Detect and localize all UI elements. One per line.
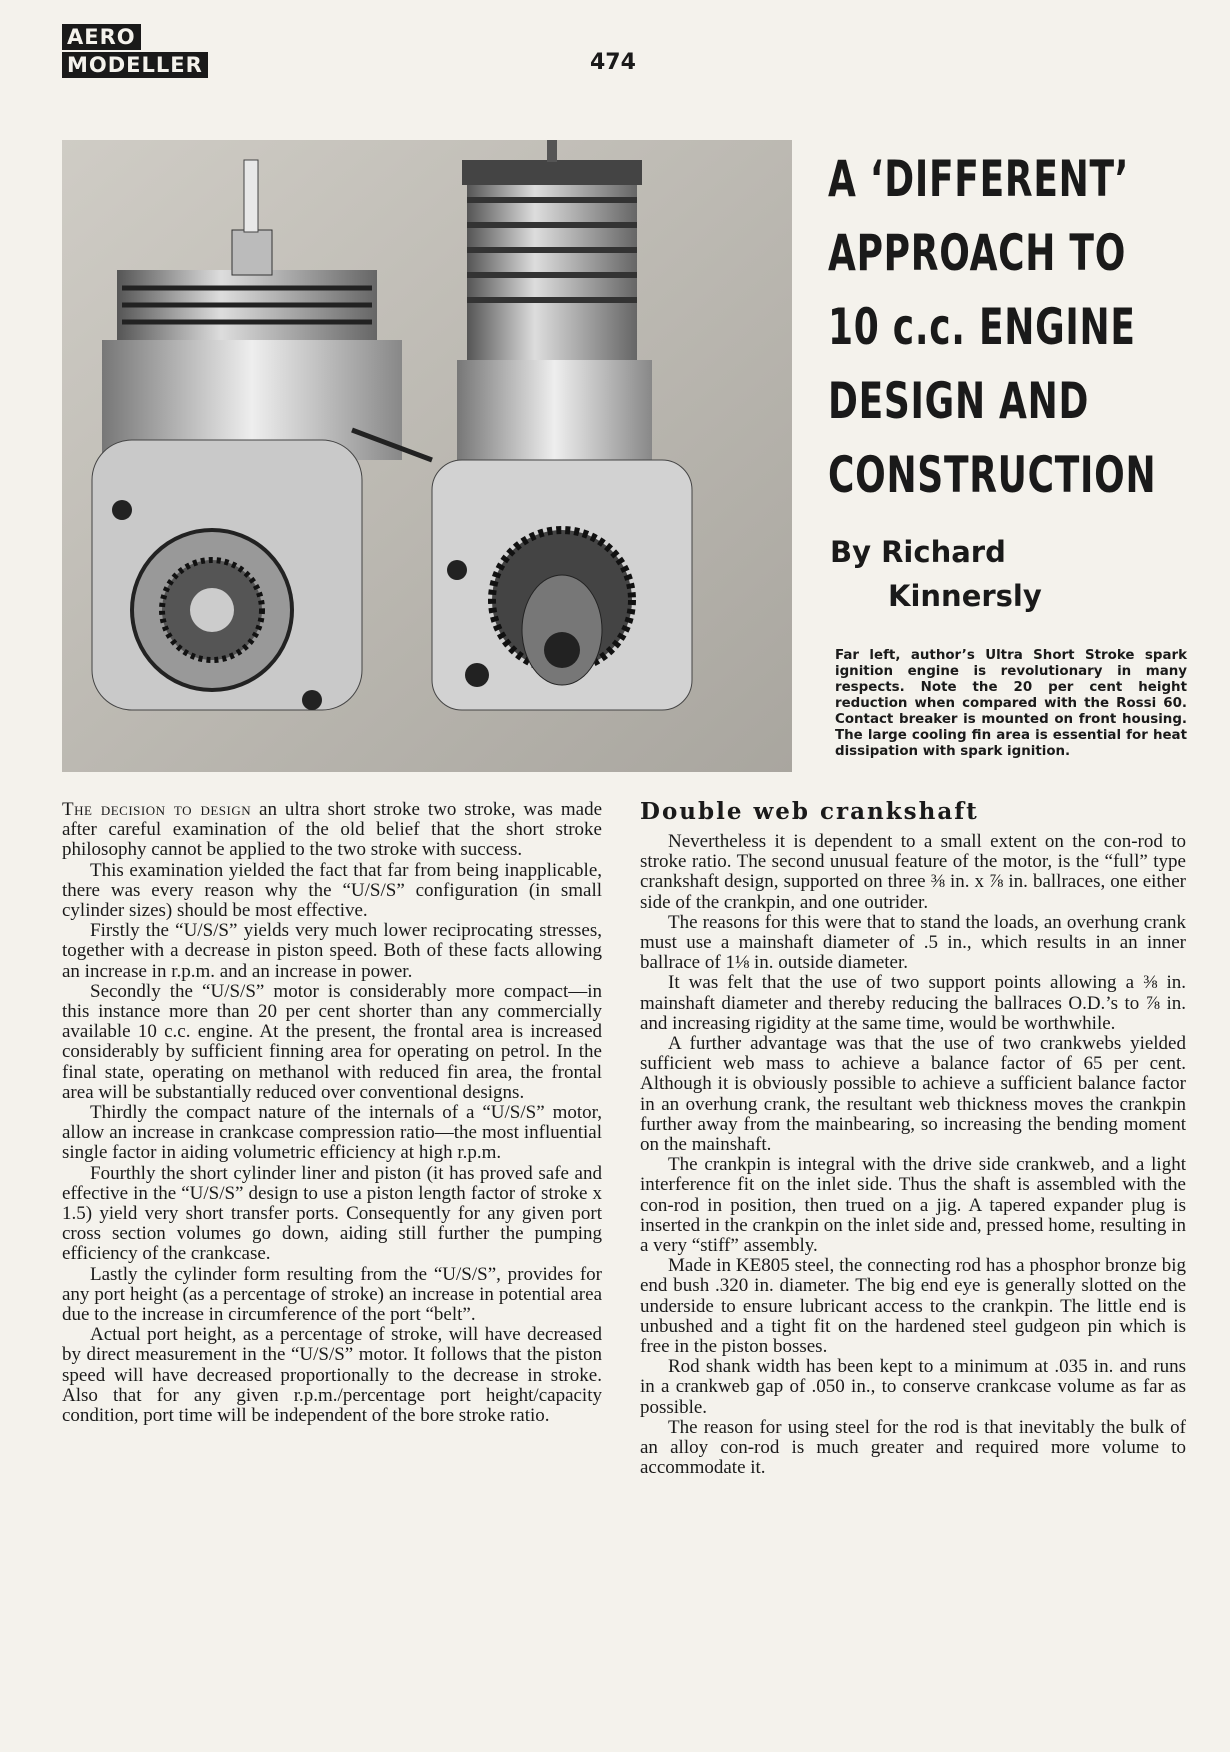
paragraph: Firstly the “U/S/S” yields very much lower reciprocating stresses, together with a decrease in piston speed. Both of these facts allowing an increase in r.p.m. and an increase in power. [62, 920, 602, 982]
logo-line-2: MODELLER [62, 52, 208, 78]
byline [830, 530, 1190, 618]
paragraph: A further advantage was that the use of two crankwebs yielded sufficient web mass to achieve a balance factor of 65 per cent. Although it is obviously possible to achieve a sufficient balance factor in an overhung crank, the resultant web thickness moves the crankpin further away from the mainbearing, so increasing the bending moment on the mainshaft. [640, 1033, 1186, 1156]
paragraph-text: an ultra short stroke two stroke, was made after careful examination of the old belief that the short stroke philosophy cannot be applied to the two stroke with success. [62, 799, 602, 861]
paragraph: Nevertheless it is dependent to a small extent on the con-rod to stroke ratio. The second unusual feature of the motor, is the “full” type crankshaft design, supported on three ⅜ in. x ⅞ in. ballraces, one either side of the crankpin, and one outrider. [640, 831, 1186, 913]
paragraph: Fourthly the short cylinder liner and piston (it has proved safe and effective in the “U/S/S” design to use a piston length factor of stroke x 1.5) yield very short transfer ports. Consequently for any given port cross section volumes go down, aiding still further the pumping efficiency of the crankcase. [62, 1162, 602, 1265]
title-line-4: DESIGN AND [828, 372, 1090, 430]
paragraph: Lastly the cylinder form resulting from the “U/S/S”, provides for any port height (as a percentage of stroke) an increase in potential area due to the increase in circumference of the port “belt”. [62, 1263, 602, 1326]
paragraph: The reason for using steel for the rod is that inevitably the bulk of an alloy con-rod is much greater and required more volume to accommodate it. [640, 1416, 1186, 1479]
section-subhead: Double web crankshaft [640, 798, 979, 825]
paragraph: Secondly the “U/S/S” motor is considerably more compact—in this instance more than 20 per cent shorter than any commercially available 10 c.c. engine. At the present, the frontal area is increased considerably by sufficient finning area for operating on petrol. In the final state, operating on methanol with reduced fin area, the frontal area will be substantially reduced over conventional designs. [62, 980, 602, 1103]
title-line-1: A ‘DIFFERENT’ [828, 150, 1130, 208]
engine-photo [62, 140, 792, 772]
paragraph: This examination yielded the fact that far from being inapplicable, there was every reason why the “U/S/S” configuration (in small cylinder sizes) should be most effective. [62, 859, 602, 922]
paragraph: Made in KE805 steel, the connecting rod has a phosphor bronze big end bush .320 in. diameter. The big end eye is generally slotted on the underside to ensure lubricant access to the crankpin. The little end is unbushed and a tight fit on the hardened steel gudgeon pin which is free in the piston bosses. [640, 1255, 1186, 1358]
left-column [62, 800, 602, 1426]
title-line-5: CONSTRUCTION [828, 446, 1157, 504]
paragraph: Thirdly the compact nature of the internals of a “U/S/S” motor, allow an increase in crankcase compression ratio—the most influential single factor in aiding volumetric efficiency at high r.p.m. [62, 1102, 602, 1164]
right-column [640, 798, 1186, 1479]
title-line-2: APPROACH TO [828, 224, 1127, 282]
byline-line-1: By Richard [830, 535, 1006, 569]
page-number: 474 [590, 50, 636, 75]
paragraph: Actual port height, as a percentage of stroke, will have decreased by direct measurement in the “U/S/S” motor. It follows that the piston speed will have decreased proportionally to the decrease in stroke. Also that for any given r.p.m./percentage port height/capacity condition, port time will be independent of the bore stroke ratio. [62, 1324, 602, 1427]
paragraph [62, 800, 602, 861]
paragraph: The crankpin is integral with the drive side crankweb, and a light interference fit on the inlet side. Thus the shaft is assembled with the con-rod in position, then trued on a jig. A tapered expander plug is inserted in the crankpin on the inlet side and, pressed home, resulting in a very “stiff” assembly. [640, 1154, 1186, 1257]
photo-caption: Far left, author’s Ultra Short Stroke spark ignition engine is revolutionary in many respects. Note the 20 per cent height reduction when compared with the Rossi 60. Contact breaker is mounted on front housing. The large cooling fin area is essential for heat dissipation with spark ignition. [835, 648, 1187, 759]
lead-in: The decision to design [62, 799, 252, 820]
paragraph: Rod shank width has been kept to a minimum at .035 in. and runs in a crankweb gap of .050 in., to conserve crankcase volume as far as possible. [640, 1356, 1186, 1418]
paragraph: It was felt that the use of two support points allowing a ⅜ in. mainshaft diameter and thereby reducing the ballraces O.D.’s to ⅞ in. and increasing rigidity at the same time, would be worthwhile. [640, 972, 1186, 1034]
magazine-logo [62, 24, 208, 78]
paragraph: The reasons for this were that to stand the loads, an overhung crank must use a mainshaft diameter of .5 in., which results in an inner ballrace of 1⅛ in. outside diameter. [640, 911, 1186, 974]
logo-line-1: AERO [62, 24, 141, 50]
article-title [828, 142, 1188, 512]
byline-line-2: Kinnersly [888, 579, 1042, 613]
title-line-3: 10 c.c. ENGINE [828, 298, 1136, 356]
